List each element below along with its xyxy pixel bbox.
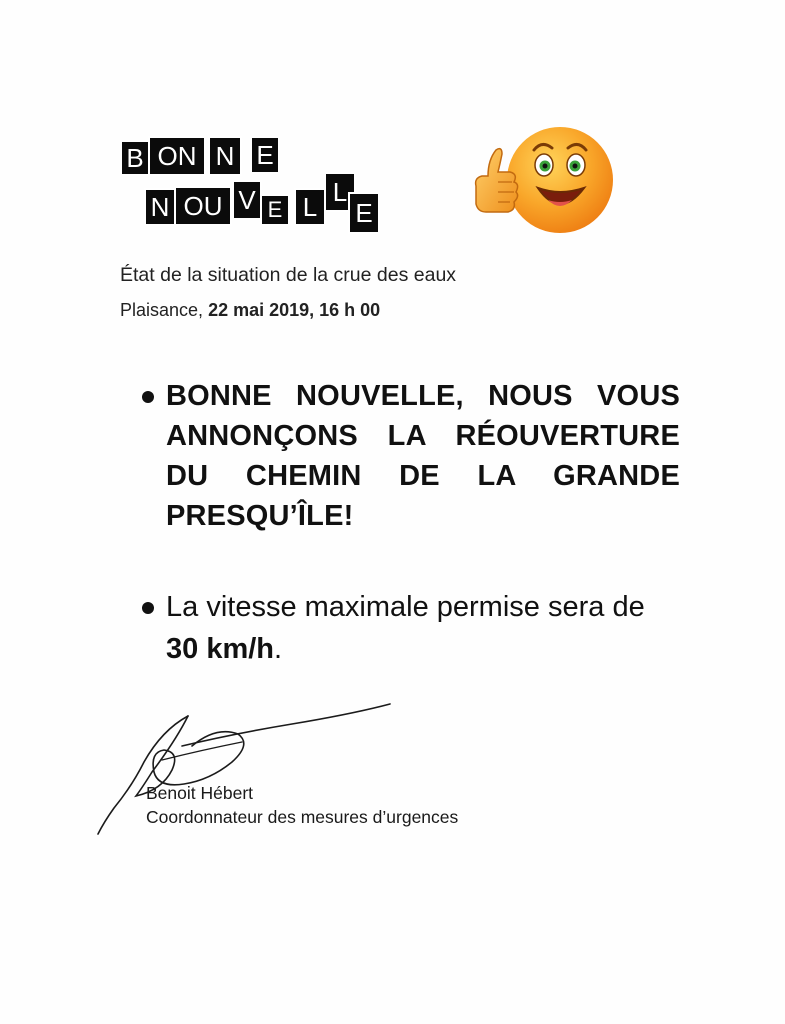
dateline <box>120 300 380 321</box>
banner-bonne-nouvelle <box>118 132 388 242</box>
bullet-dot-icon <box>142 602 154 614</box>
date-time: 22 mai 2019, 16 h 00 <box>208 300 381 320</box>
banner-tile: E <box>260 194 290 226</box>
banner-tile: L <box>294 188 326 226</box>
banner-tile: L <box>324 172 356 212</box>
banner-tile: OU <box>174 186 232 226</box>
speed-limit-line <box>166 628 680 670</box>
announcement-text: BONNE NOUVELLE, NOUS VOUS ANNONÇONS LA RÉOUVERTURE DU CHEMIN DE LA GRANDE PRESQU’ÎLE! <box>166 380 680 532</box>
banner-tile: B <box>120 140 150 176</box>
document-subtitle: État de la situation de la crue des eaux <box>120 264 457 286</box>
banner-tile: V <box>232 180 262 220</box>
list-item <box>140 586 680 670</box>
place-label: Plaisance, <box>120 300 209 320</box>
speed-limit-text: La vitesse maximale permise sera de <box>166 591 645 623</box>
banner-tile: N <box>144 188 176 226</box>
signatory-block <box>146 781 458 829</box>
signatory-title: Coordonnateur des mesures d’urgences <box>146 807 459 827</box>
list-item <box>140 376 680 536</box>
banner-tile: ON <box>148 136 206 176</box>
speed-limit-value: 30 km/h <box>166 633 274 665</box>
signatory-name: Benoit Hébert <box>146 783 254 803</box>
bullet-list <box>140 376 680 670</box>
banner-tile: E <box>250 136 280 174</box>
thumbs-up-smiley-icon <box>466 124 618 238</box>
speed-limit-suffix: . <box>274 633 283 665</box>
bullet-dot-icon <box>142 391 154 403</box>
banner-tile: N <box>208 136 242 176</box>
banner-tile: E <box>348 192 380 234</box>
